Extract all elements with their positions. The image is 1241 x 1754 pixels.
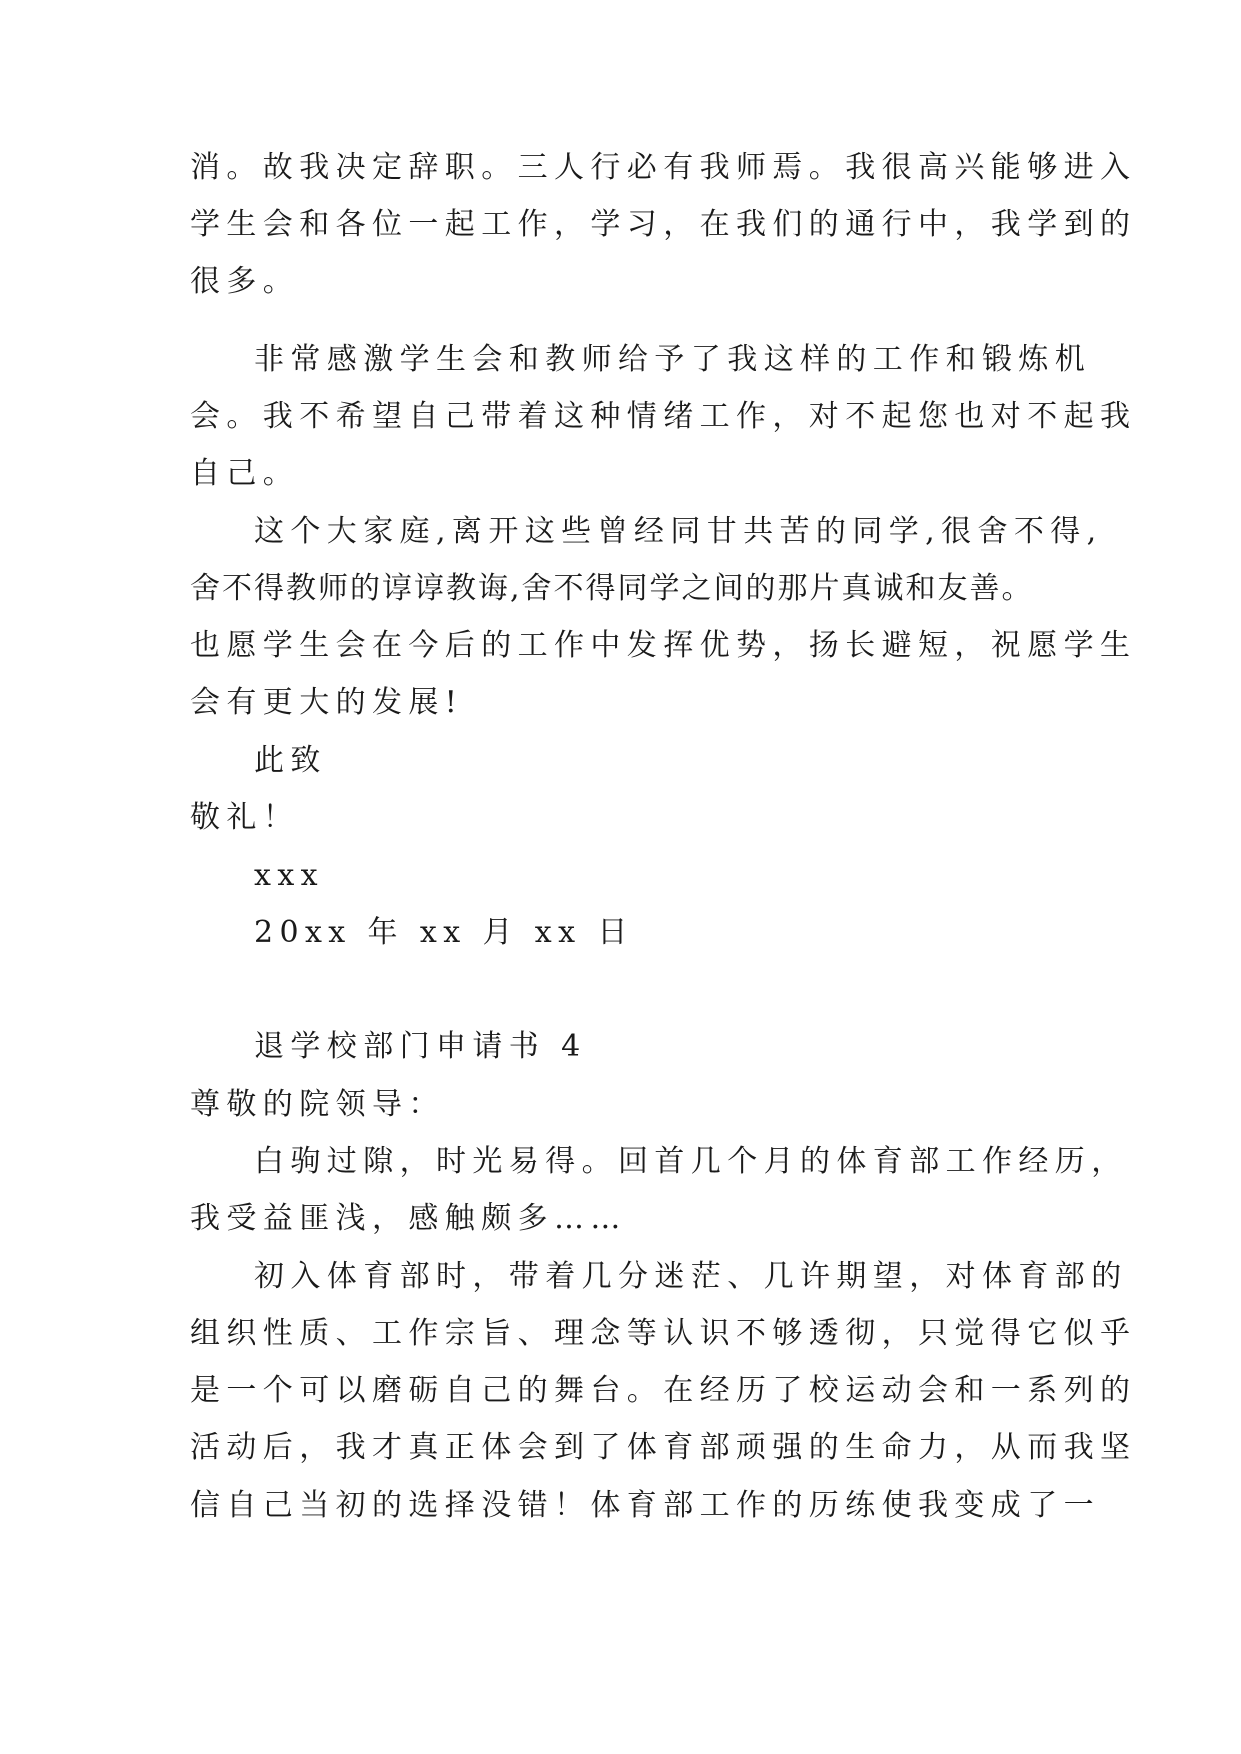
paragraph-line: 舍不得教师的谆谆教诲,舍不得同学之间的那片真诚和友善。	[190, 571, 1034, 606]
paragraph-line: 我受益匪浅，感触颇多……	[190, 1201, 627, 1236]
paragraph-line: 白驹过隙，时光易得。回首几个月的体育部工作经历，	[254, 1144, 1128, 1179]
paragraph-line: 会有更大的发展!	[190, 685, 464, 720]
paragraph-line: 非常感激学生会和教师给予了我这样的工作和锻炼机	[254, 342, 1092, 377]
paragraph-line: 会。我不希望自己带着这种情绪工作，对不起您也对不起我	[190, 399, 1137, 434]
paragraph-line: 很多。	[190, 264, 300, 299]
paragraph-line: 学生会和各位一起工作，学习，在我们的通行中，我学到的	[190, 207, 1137, 242]
paragraph-line: 活动后，我才真正体会到了体育部顽强的生命力，从而我坚	[190, 1430, 1137, 1465]
paragraph-line: 自己。	[190, 456, 300, 491]
greeting: 尊敬的院领导：	[190, 1087, 445, 1122]
paragraph-line: 组织性质、工作宗旨、理念等认识不够透彻，只觉得它似乎	[190, 1316, 1137, 1351]
paragraph-line: 这个大家庭,离开这些曾经同甘共苦的同学,很舍不得,	[254, 514, 1103, 549]
section-title: 退学校部门申请书 4	[254, 1029, 587, 1064]
paragraph-line: 信自己当初的选择没错！体育部工作的历练使我变成了一	[190, 1488, 1100, 1523]
signature-name: xxx	[254, 858, 324, 893]
closing-salutation: 此致	[254, 743, 327, 778]
paragraph-line: 也愿学生会在今后的工作中发挥优势，扬长避短，祝愿学生	[190, 628, 1137, 663]
paragraph-line: 消。故我决定辞职。三人行必有我师焉。我很高兴能够进入	[190, 150, 1137, 185]
paragraph-line: 是一个可以磨砺自己的舞台。在经历了校运动会和一系列的	[190, 1373, 1137, 1408]
signature-date: 20xx 年 xx 月 xx 日	[254, 915, 634, 950]
paragraph-line: 初入体育部时，带着几分迷茫、几许期望，对体育部的	[254, 1259, 1128, 1294]
closing-regards: 敬礼！	[190, 800, 300, 835]
